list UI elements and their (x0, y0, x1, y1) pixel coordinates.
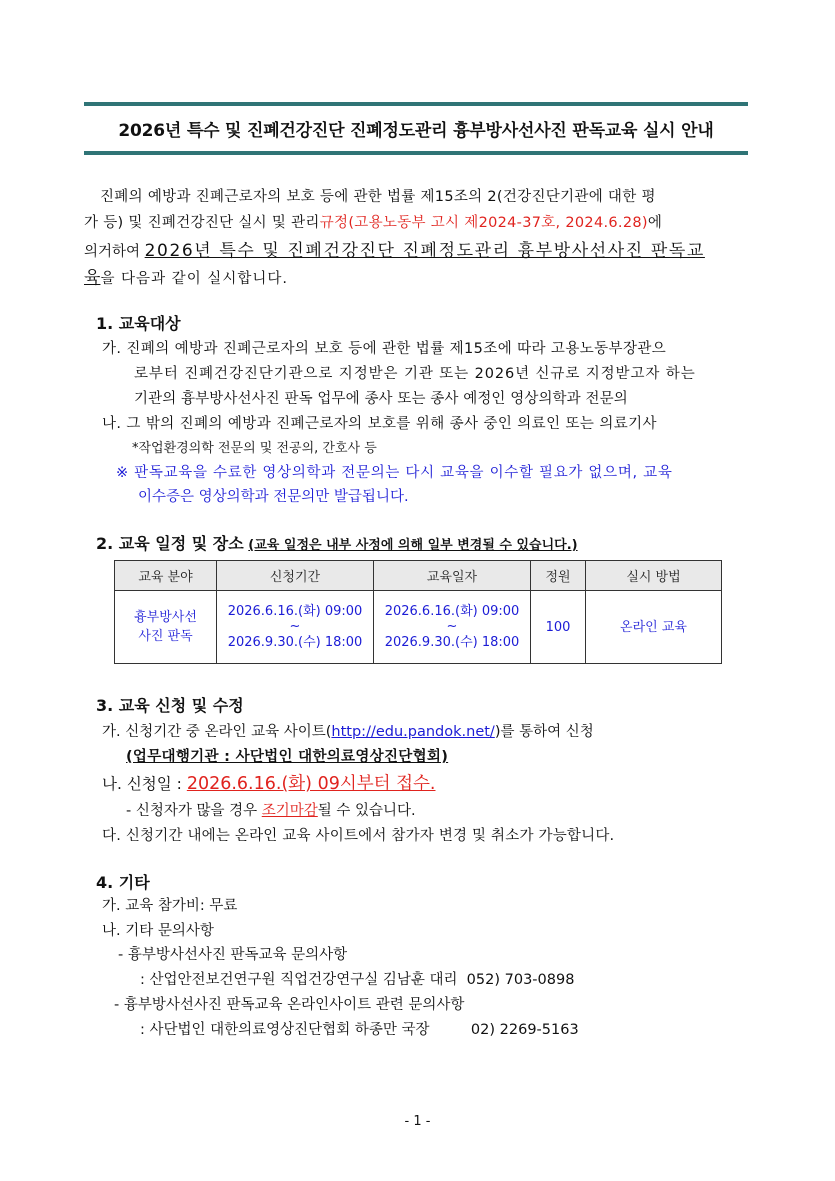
s1-item-ga-line-3: 기관의 흉부방사선사진 판독 업무에 종사 또는 종사 예정인 영상의학과 전문의 (134, 391, 628, 407)
s1-warning-line-2: 이수증은 영상의학과 전문의만 발급됩니다. (138, 489, 409, 505)
cell-method: 온라인 교육 (586, 591, 722, 664)
intro-text-3a: 의거하여 (84, 244, 145, 260)
apply-start: 2026.6.16.(화) 09:00 (227, 604, 363, 619)
s1-item-ga-line-2: 로부터 진폐건강진단기관으로 지정받은 기관 또는 2026년 신규로 지정받고자 하는 (134, 366, 696, 382)
col-header-edu-date: 교육일자 (374, 561, 531, 591)
apply-tilde: ~ (289, 619, 301, 634)
cell-edu-date (374, 591, 531, 664)
section-3-heading: 3. 교육 신청 및 수정 (96, 696, 244, 715)
title-top-rule (84, 102, 748, 106)
s1-note: *작업환경의학 전문의 및 전공의, 간호사 등 (132, 441, 377, 456)
col-header-method: 실시 방법 (586, 561, 722, 591)
cell-field (115, 591, 217, 664)
col-header-capacity: 정원 (531, 561, 586, 591)
s3-dash-text-a: - 신청자가 많을 경우 (126, 803, 262, 819)
table-row (115, 591, 722, 664)
section-2-note: (교육 일정은 내부 사정에 의해 일부 변경될 수 있습니다.) (248, 538, 578, 553)
intro-line-4 (84, 263, 288, 288)
cell-field-line-2: 사진 판독 (138, 629, 193, 644)
cell-apply-period (217, 591, 374, 664)
intro-text-2a: 가 등) 및 진폐건강진단 실시 및 관리 (84, 215, 320, 231)
s1-item-ga-line-1: 가. 진폐의 예방과 진폐근로자의 보호 등에 관한 법률 제15조에 따라 고용노동부장관으 (102, 341, 667, 357)
edu-site-link[interactable]: http://edu.pandok.net/ (331, 724, 495, 740)
intro-text-1: 진폐의 예방과 진폐근로자의 보호 등에 관한 법률 제15조의 2(건강진단기관에 대한 평 (100, 189, 656, 205)
cell-capacity: 100 (531, 591, 586, 664)
page-title: 2026년 특수 및 진폐건강진단 진폐정도관리 흉부방사선사진 판독교육 실시 안내 (118, 121, 714, 141)
s3-ga-text-b: )를 통하여 신청 (494, 724, 594, 740)
s4-contact-1-title: - 흉부방사선사진 판독교육 문의사항 (118, 947, 348, 963)
s3-agency: (업무대행기관 : 사단법인 대한의료영상진단협회) (126, 749, 449, 765)
s3-item-da: 다. 신청기간 내에는 온라인 교육 사이트에서 참가자 변경 및 취소가 가능합니다. (102, 828, 615, 844)
s3-item-ga (102, 720, 594, 741)
edu-end: 2026.9.30.(수) 18:00 (384, 635, 520, 650)
col-header-field: 교육 분야 (115, 561, 217, 591)
section-2-heading-row (96, 531, 578, 554)
apply-end: 2026.9.30.(수) 18:00 (227, 635, 363, 650)
s3-ga-text-a: 가. 신청기간 중 온라인 교육 사이트( (102, 724, 332, 740)
intro-regulation: 규정(고용노동부 고시 제2024-37호, 2024.6.28) (319, 215, 648, 231)
s3-apply-date: 2026.6.16.(화) 09시부터 접수. (186, 774, 436, 794)
intro-text-2c: 에 (647, 215, 663, 231)
edu-tilde: ~ (446, 619, 458, 634)
s4-item-ga: 가. 교육 참가비: 무료 (102, 898, 238, 914)
s3-item-na (102, 770, 436, 795)
s3-na-text: 나. 신청일 : (102, 775, 187, 793)
s4-contact-2-title: - 흉부방사선사진 판독교육 온라인사이트 관련 문의사항 (114, 997, 465, 1013)
section-2-heading: 2. 교육 일정 및 장소 (96, 534, 244, 553)
s4-contact-2-detail: : 사단법인 대한의료영상진단협회 하종만 국장 02) 2269-5163 (140, 1022, 579, 1038)
edu-start: 2026.6.16.(화) 09:00 (384, 604, 520, 619)
s4-item-na: 나. 기타 문의사항 (102, 923, 214, 939)
intro-line-2 (84, 211, 662, 232)
s4-contact-1-detail: : 산업안전보건연구원 직업건강연구실 김남훈 대리 052) 703-0898 (140, 972, 575, 988)
s3-dash-text-c: 될 수 있습니다. (317, 803, 416, 819)
section-4-heading: 4. 기타 (96, 873, 150, 892)
s1-item-na-line-1: 나. 그 밖의 진폐의 예방과 진폐근로자의 보호를 위해 종사 중인 의료인 또는 의료기사 (102, 416, 657, 432)
cell-field-line-1: 흉부방사선 (134, 610, 197, 625)
s3-early-close: 조기마감 (261, 803, 318, 819)
intro-text-4b: 을 다음과 같이 실시합니다. (100, 271, 288, 287)
section-1-heading: 1. 교육대상 (96, 314, 181, 333)
col-header-apply-period: 신청기간 (217, 561, 374, 591)
s3-dash-line (126, 799, 416, 820)
intro-course-name-end: 육 (84, 268, 101, 288)
page-number: - 1 - (404, 1114, 431, 1129)
title-bottom-rule (84, 151, 748, 155)
intro-line-1 (100, 185, 656, 206)
intro-line-3 (84, 236, 705, 261)
s1-warning-line-1: ※ 판독교육을 수료한 영상의학과 전문의는 다시 교육을 이수할 필요가 없으며, 교육 (116, 465, 673, 481)
table-header-row (115, 561, 722, 591)
intro-course-name: 2026년 특수 및 진폐건강진단 진폐정도관리 흉부방사선사진 판독교 (144, 241, 705, 261)
schedule-table (114, 560, 722, 664)
